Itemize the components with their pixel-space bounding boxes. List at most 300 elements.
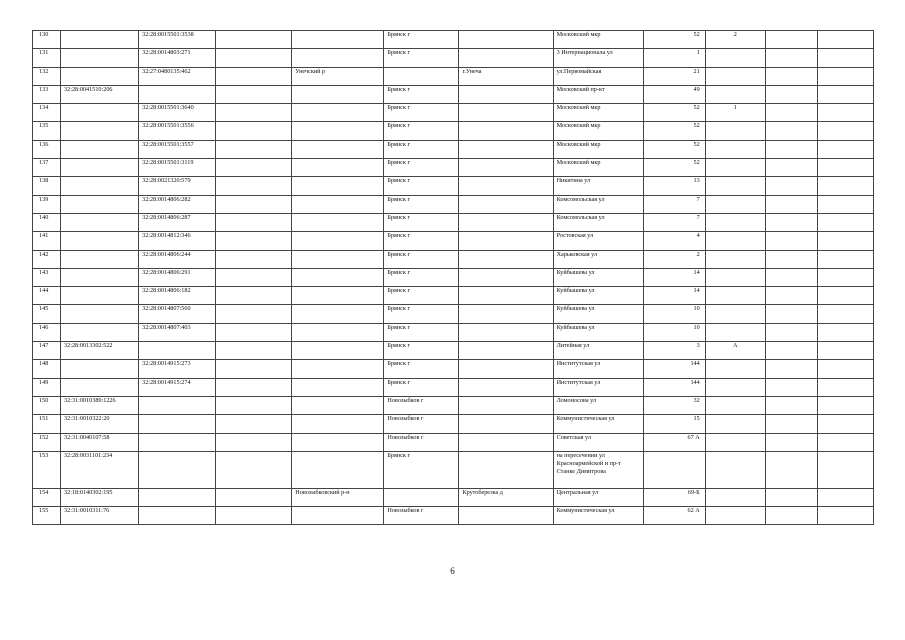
row-number: 135 — [33, 122, 61, 140]
row-number: 149 — [33, 378, 61, 396]
cadastral-number-premises: 32:28:0021320:579 — [139, 177, 216, 195]
extra-field-2 — [765, 31, 817, 49]
street-cell: Институтская ул — [553, 378, 643, 396]
extra-field — [216, 433, 292, 451]
street-cell: Московский мкр — [553, 104, 643, 122]
cadastral-number-building — [61, 378, 139, 396]
extra-field — [216, 287, 292, 305]
street-cell: Ломоносова ул — [553, 396, 643, 414]
district-cell — [292, 232, 384, 250]
extra-field-2 — [765, 268, 817, 286]
extra-field-2 — [765, 360, 817, 378]
district-cell — [292, 177, 384, 195]
cadastral-number-premises — [139, 415, 216, 433]
table-row — [33, 140, 874, 158]
table-row — [33, 507, 874, 525]
building-number — [705, 122, 765, 140]
district-cell — [292, 323, 384, 341]
house-number: 52 — [643, 159, 705, 177]
city-cell: Брянск г — [384, 378, 459, 396]
extra-field — [216, 415, 292, 433]
street-cell: Московский мкр — [553, 140, 643, 158]
extra-field — [216, 49, 292, 67]
district-cell — [292, 122, 384, 140]
cadastral-number-building — [61, 250, 139, 268]
table-row — [33, 67, 874, 85]
row-number: 155 — [33, 507, 61, 525]
extra-field-3 — [817, 159, 873, 177]
locality-cell — [459, 195, 553, 213]
house-number: 14 — [643, 287, 705, 305]
cadastral-number-premises — [139, 85, 216, 103]
extra-field — [216, 488, 292, 506]
house-number: 1 — [643, 49, 705, 67]
row-number: 133 — [33, 85, 61, 103]
extra-field — [216, 232, 292, 250]
extra-field-3 — [817, 451, 873, 488]
building-number — [705, 232, 765, 250]
street-cell: Куйбышева ул — [553, 287, 643, 305]
street-cell: ул.Первомайская — [553, 67, 643, 85]
street-cell: на пересечении ул Красноармейской и пр-т Станке Димитрова — [553, 451, 643, 488]
district-cell — [292, 415, 384, 433]
extra-field — [216, 250, 292, 268]
extra-field-2 — [765, 177, 817, 195]
table-row — [33, 232, 874, 250]
extra-field-2 — [765, 104, 817, 122]
district-cell — [292, 360, 384, 378]
house-number: 15 — [643, 415, 705, 433]
table-row — [33, 268, 874, 286]
district-cell — [292, 433, 384, 451]
building-number — [705, 140, 765, 158]
cadastral-number-premises — [139, 433, 216, 451]
building-number — [705, 323, 765, 341]
building-number: 1 — [705, 104, 765, 122]
house-number: 4 — [643, 232, 705, 250]
street-cell: Куйбышева ул — [553, 305, 643, 323]
building-number — [705, 305, 765, 323]
extra-field — [216, 177, 292, 195]
district-cell — [292, 305, 384, 323]
extra-field — [216, 31, 292, 49]
house-number: 62 А — [643, 507, 705, 525]
building-number — [705, 177, 765, 195]
city-cell: Новозыбков г — [384, 415, 459, 433]
house-number: 52 — [643, 140, 705, 158]
cadastral-number-premises: 32:28:0015501:3119 — [139, 159, 216, 177]
street-cell: Московский мкр — [553, 122, 643, 140]
city-cell: Брянск г — [384, 140, 459, 158]
street-cell: Комсомольская ул — [553, 195, 643, 213]
locality-cell — [459, 140, 553, 158]
building-number — [705, 195, 765, 213]
city-cell: Брянск г — [384, 122, 459, 140]
table-row — [33, 159, 874, 177]
city-cell: Брянск г — [384, 323, 459, 341]
cadastral-number-building: 32:18:0140302:195 — [61, 488, 139, 506]
table-row — [33, 305, 874, 323]
building-number — [705, 67, 765, 85]
city-cell: Новозыбков г — [384, 396, 459, 414]
building-number — [705, 287, 765, 305]
row-number: 137 — [33, 159, 61, 177]
locality-cell — [459, 305, 553, 323]
table-row — [33, 250, 874, 268]
register-table — [32, 30, 874, 525]
table-row — [33, 451, 874, 488]
table-row — [33, 85, 874, 103]
extra-field-2 — [765, 67, 817, 85]
cadastral-number-building: 32:31:0010311:76 — [61, 507, 139, 525]
cadastral-number-building: 32:31:0010389:1226 — [61, 396, 139, 414]
table-row — [33, 323, 874, 341]
extra-field-3 — [817, 49, 873, 67]
extra-field-2 — [765, 323, 817, 341]
row-number: 153 — [33, 451, 61, 488]
extra-field-2 — [765, 396, 817, 414]
row-number: 134 — [33, 104, 61, 122]
extra-field — [216, 360, 292, 378]
table-row — [33, 433, 874, 451]
row-number: 130 — [33, 31, 61, 49]
extra-field — [216, 195, 292, 213]
house-number: 52 — [643, 104, 705, 122]
cadastral-number-premises — [139, 451, 216, 488]
cadastral-number-building: 32:28:0041510:206 — [61, 85, 139, 103]
cadastral-number-premises: 32:28:0014812:346 — [139, 232, 216, 250]
extra-field-3 — [817, 232, 873, 250]
district-cell — [292, 287, 384, 305]
house-number: 7 — [643, 195, 705, 213]
extra-field — [216, 140, 292, 158]
cadastral-number-building — [61, 177, 139, 195]
extra-field-3 — [817, 396, 873, 414]
extra-field — [216, 122, 292, 140]
extra-field — [216, 451, 292, 488]
extra-field-3 — [817, 415, 873, 433]
cadastral-number-premises: 32:28:0014803:271 — [139, 49, 216, 67]
cadastral-number-building — [61, 31, 139, 49]
extra-field-2 — [765, 305, 817, 323]
locality-cell — [459, 31, 553, 49]
table-body — [33, 31, 874, 525]
city-cell: Брянск г — [384, 104, 459, 122]
house-number: 144 — [643, 378, 705, 396]
street-cell: Центральная ул — [553, 488, 643, 506]
row-number: 152 — [33, 433, 61, 451]
city-cell: Брянск г — [384, 287, 459, 305]
table-row — [33, 122, 874, 140]
house-number: 14 — [643, 268, 705, 286]
cadastral-number-premises: 32:28:0014807:560 — [139, 305, 216, 323]
building-number — [705, 85, 765, 103]
extra-field-3 — [817, 104, 873, 122]
table-row — [33, 287, 874, 305]
cadastral-number-premises — [139, 396, 216, 414]
street-cell: Коммунистическая ул — [553, 507, 643, 525]
locality-cell — [459, 396, 553, 414]
street-cell: 3 Интернационала ул — [553, 49, 643, 67]
house-number — [643, 451, 705, 488]
district-cell — [292, 31, 384, 49]
house-number: 7 — [643, 213, 705, 231]
table-row — [33, 360, 874, 378]
extra-field-2 — [765, 213, 817, 231]
extra-field-3 — [817, 31, 873, 49]
locality-cell — [459, 507, 553, 525]
city-cell: Брянск г — [384, 360, 459, 378]
extra-field-2 — [765, 159, 817, 177]
district-cell — [292, 85, 384, 103]
cadastral-number-building — [61, 195, 139, 213]
locality-cell — [459, 287, 553, 305]
street-cell: Институтская ул — [553, 360, 643, 378]
district-cell — [292, 396, 384, 414]
table-row — [33, 177, 874, 195]
building-number — [705, 250, 765, 268]
district-cell — [292, 250, 384, 268]
extra-field-3 — [817, 213, 873, 231]
extra-field — [216, 268, 292, 286]
street-cell: Куйбышева ул — [553, 268, 643, 286]
locality-cell — [459, 213, 553, 231]
extra-field — [216, 159, 292, 177]
locality-cell — [459, 122, 553, 140]
house-number: 32 — [643, 396, 705, 414]
table-row — [33, 213, 874, 231]
district-cell — [292, 213, 384, 231]
locality-cell — [459, 232, 553, 250]
district-cell — [292, 104, 384, 122]
locality-cell — [459, 250, 553, 268]
extra-field-3 — [817, 85, 873, 103]
city-cell: Брянск г — [384, 250, 459, 268]
district-cell — [292, 451, 384, 488]
row-number: 138 — [33, 177, 61, 195]
cadastral-number-premises: 32:28:0014915:273 — [139, 360, 216, 378]
row-number: 139 — [33, 195, 61, 213]
house-number: 10 — [643, 305, 705, 323]
table-row — [33, 415, 874, 433]
building-number — [705, 433, 765, 451]
cadastral-number-building — [61, 323, 139, 341]
row-number: 142 — [33, 250, 61, 268]
city-cell: Брянск г — [384, 159, 459, 177]
row-number: 141 — [33, 232, 61, 250]
city-cell: Новозыбков г — [384, 507, 459, 525]
extra-field-3 — [817, 305, 873, 323]
cadastral-number-building — [61, 140, 139, 158]
street-cell: Московский мкр — [553, 31, 643, 49]
extra-field-3 — [817, 378, 873, 396]
city-cell: Брянск г — [384, 305, 459, 323]
extra-field — [216, 305, 292, 323]
house-number: 52 — [643, 122, 705, 140]
district-cell — [292, 49, 384, 67]
cadastral-number-building — [61, 232, 139, 250]
table-row — [33, 342, 874, 360]
city-cell: Брянск г — [384, 451, 459, 488]
district-cell — [292, 195, 384, 213]
cadastral-number-premises: 32:27:0480135:462 — [139, 67, 216, 85]
extra-field — [216, 213, 292, 231]
street-cell: Комсомольская ул — [553, 213, 643, 231]
city-cell: Брянск г — [384, 213, 459, 231]
extra-field-2 — [765, 49, 817, 67]
street-cell: Ростовская ул — [553, 232, 643, 250]
extra-field-3 — [817, 195, 873, 213]
table-row — [33, 104, 874, 122]
row-number: 131 — [33, 49, 61, 67]
locality-cell — [459, 360, 553, 378]
extra-field-3 — [817, 360, 873, 378]
house-number: 13 — [643, 177, 705, 195]
street-cell: Московский пр-кт — [553, 85, 643, 103]
locality-cell — [459, 159, 553, 177]
city-cell: Брянск г — [384, 49, 459, 67]
city-cell — [384, 488, 459, 506]
building-number — [705, 488, 765, 506]
extra-field-3 — [817, 140, 873, 158]
locality-cell — [459, 177, 553, 195]
cadastral-number-premises: 32:28:0014806:244 — [139, 250, 216, 268]
street-cell: Советская ул — [553, 433, 643, 451]
extra-field — [216, 378, 292, 396]
city-cell: Брянск г — [384, 232, 459, 250]
cadastral-number-building: 32:31:0010322:20 — [61, 415, 139, 433]
cadastral-number-premises: 32:28:0015501:3557 — [139, 140, 216, 158]
city-cell: Брянск г — [384, 177, 459, 195]
table-row — [33, 396, 874, 414]
house-number: 69-Б — [643, 488, 705, 506]
house-number: 52 — [643, 31, 705, 49]
extra-field-2 — [765, 342, 817, 360]
house-number: 67 А — [643, 433, 705, 451]
cadastral-number-premises — [139, 507, 216, 525]
extra-field-2 — [765, 250, 817, 268]
house-number: 2 — [643, 250, 705, 268]
city-cell: Брянск г — [384, 195, 459, 213]
district-cell — [292, 140, 384, 158]
building-number — [705, 360, 765, 378]
row-number: 143 — [33, 268, 61, 286]
building-number: А — [705, 342, 765, 360]
locality-cell — [459, 323, 553, 341]
cadastral-number-building — [61, 213, 139, 231]
building-number — [705, 159, 765, 177]
locality-cell: г.Унеча — [459, 67, 553, 85]
extra-field-2 — [765, 140, 817, 158]
extra-field-2 — [765, 378, 817, 396]
row-number: 151 — [33, 415, 61, 433]
extra-field-3 — [817, 122, 873, 140]
building-number — [705, 507, 765, 525]
locality-cell — [459, 49, 553, 67]
cadastral-number-premises — [139, 488, 216, 506]
row-number: 136 — [33, 140, 61, 158]
extra-field-3 — [817, 488, 873, 506]
row-number: 145 — [33, 305, 61, 323]
street-cell: Коммунистическая ул — [553, 415, 643, 433]
building-number: 2 — [705, 31, 765, 49]
district-cell — [292, 268, 384, 286]
extra-field-2 — [765, 433, 817, 451]
extra-field — [216, 85, 292, 103]
table-row — [33, 378, 874, 396]
cadastral-number-building — [61, 268, 139, 286]
building-number — [705, 378, 765, 396]
building-number — [705, 49, 765, 67]
cadastral-number-building — [61, 159, 139, 177]
city-cell: Брянск г — [384, 85, 459, 103]
cadastral-number-premises: 32:28:0014806:282 — [139, 195, 216, 213]
extra-field-3 — [817, 67, 873, 85]
extra-field-2 — [765, 287, 817, 305]
locality-cell — [459, 104, 553, 122]
house-number: 49 — [643, 85, 705, 103]
cadastral-number-premises: 32:28:0015501:3538 — [139, 31, 216, 49]
row-number: 150 — [33, 396, 61, 414]
cadastral-number-building — [61, 360, 139, 378]
row-number: 148 — [33, 360, 61, 378]
table-row — [33, 195, 874, 213]
street-cell: Харьковская ул — [553, 250, 643, 268]
extra-field-2 — [765, 122, 817, 140]
extra-field-2 — [765, 415, 817, 433]
cadastral-number-building — [61, 287, 139, 305]
cadastral-number-premises: 32:28:0014806:287 — [139, 213, 216, 231]
extra-field-2 — [765, 488, 817, 506]
district-cell — [292, 159, 384, 177]
locality-cell — [459, 433, 553, 451]
building-number — [705, 396, 765, 414]
cadastral-number-building — [61, 104, 139, 122]
cadastral-number-premises — [139, 342, 216, 360]
extra-field-2 — [765, 85, 817, 103]
district-cell — [292, 342, 384, 360]
house-number: 10 — [643, 323, 705, 341]
extra-field-3 — [817, 250, 873, 268]
cadastral-number-building — [61, 122, 139, 140]
locality-cell — [459, 85, 553, 103]
street-cell: Куйбышева ул — [553, 323, 643, 341]
extra-field — [216, 507, 292, 525]
row-number: 144 — [33, 287, 61, 305]
row-number: 147 — [33, 342, 61, 360]
city-cell: Брянск г — [384, 342, 459, 360]
cadastral-number-premises: 32:28:0015501:3556 — [139, 122, 216, 140]
extra-field-2 — [765, 507, 817, 525]
building-number — [705, 415, 765, 433]
row-number: 154 — [33, 488, 61, 506]
extra-field — [216, 342, 292, 360]
extra-field-3 — [817, 342, 873, 360]
extra-field-3 — [817, 177, 873, 195]
building-number — [705, 268, 765, 286]
district-cell: Новозыбковский р-н — [292, 488, 384, 506]
extra-field-2 — [765, 232, 817, 250]
locality-cell — [459, 378, 553, 396]
extra-field-2 — [765, 195, 817, 213]
extra-field — [216, 104, 292, 122]
cadastral-number-premises: 32:28:0014915:274 — [139, 378, 216, 396]
cadastral-number-premises: 32:28:0015501:3640 — [139, 104, 216, 122]
extra-field — [216, 67, 292, 85]
row-number: 140 — [33, 213, 61, 231]
cadastral-number-building: 32:31:0040107:58 — [61, 433, 139, 451]
row-number: 146 — [33, 323, 61, 341]
